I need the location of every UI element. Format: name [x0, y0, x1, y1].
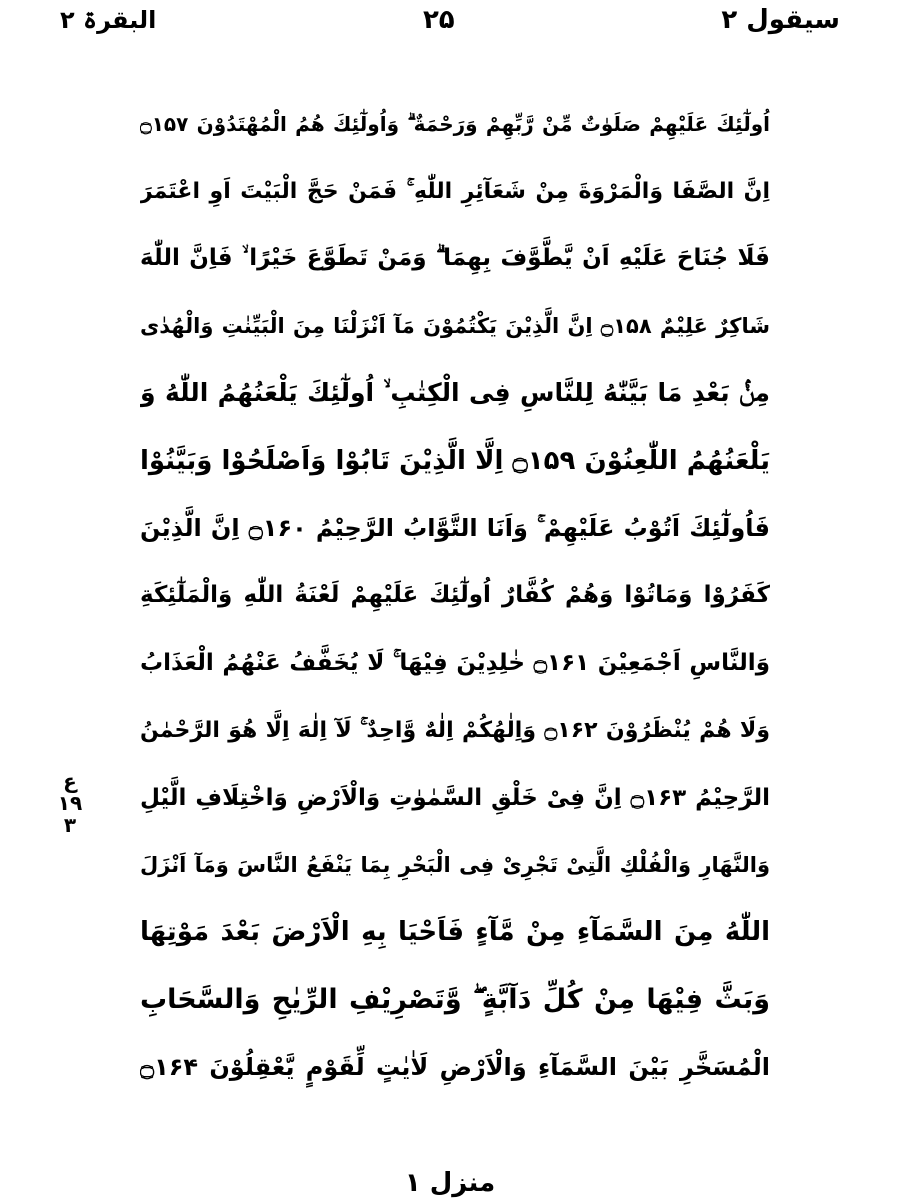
- verse-line: فَلَا جُنَاحَ عَلَيْهِ اَنْ يَّطَّوَّفَ بِهِمَا ۗ وَمَنْ تَطَوَّعَ خَيْرًا ۙ فَاِنَّ اللّٰهَ: [140, 245, 770, 272]
- verse-line: وَلَا هُمْ يُنْظَرُوْنَ ۝۱۶۲ وَاِلٰهُكُمْ اِلٰهٌ وَّاحِدٌ ۚ لَآ اِلٰهَ اِلَّا هُوَ الرَّحْمٰنُ: [140, 717, 770, 743]
- page-header: [60, 2, 840, 38]
- manzil-footer: منزل ۱: [404, 1168, 496, 1198]
- ruku-marker: ع ۱۹ ۳: [57, 769, 83, 837]
- verse-line: شَاكِرٌ عَلِيْمٌ ۝۱۵۸ اِنَّ الَّذِيْنَ يَكْتُمُوْنَ مَآ اَنْزَلْنَا مِنَ الْبَيِّنٰتِ وَالْهُدٰى: [140, 313, 770, 338]
- verse-line: اللّٰهُ مِنَ السَّمَآءِ مِنْ مَّآءٍ فَاَحْيَا بِهِ الْاَرْضَ بَعْدَ مَوْتِهَا: [140, 917, 770, 948]
- verse-line: كَفَرُوْا وَمَاتُوْا وَهُمْ كُفَّارٌ اُولٰٓئِكَ عَلَيْهِمْ لَعْنَةُ اللّٰهِ وَالْمَلٰٓئِكَةِ: [140, 582, 770, 609]
- verse-line: وَالنَّاسِ اَجْمَعِيْنَ ۝۱۶۱ خٰلِدِيْنَ فِيْهَا ۚ لَا يُخَفَّفُ عَنْهُمُ الْعَذَابُ: [140, 649, 770, 676]
- verse-line: وَبَثَّ فِيْهَا مِنْ كُلِّ دَآبَّةٍ ۖ وَّتَصْرِيْفِ الرِّيٰحِ وَالسَّحَابِ: [140, 983, 770, 1015]
- verse-line: يَلْعَنُهُمُ اللّٰعِنُوْنَ ۝۱۵۹ اِلَّا الَّذِيْنَ تَابُوْا وَاَصْلَحُوْا وَبَيَّنُوْا: [140, 445, 770, 476]
- page-number: ۲۵: [422, 5, 455, 35]
- verse-line: اِنَّ الصَّفَا وَالْمَرْوَةَ مِنْ شَعَآئِرِ اللّٰهِ ۚ فَمَنْ حَجَّ الْبَيْتَ اَوِ اعْتَمَرَ: [140, 178, 770, 204]
- verse-line: اُولٰٓئِكَ عَلَيْهِمْ صَلَوٰتٌ مِّنْ رَّبِّهِمْ وَرَحْمَةٌ ۗ وَاُولٰٓئِكَ هُمُ الْمُهْتَدُوْنَ ۝۱۵۷: [140, 111, 770, 136]
- verse-line: مِنْۢ بَعْدِ مَا بَيَّنّٰهُ لِلنَّاسِ فِى الْكِتٰبِ ۙ اُولٰٓئِكَ يَلْعَنُهُمُ اللّٰهُ وَ: [140, 378, 770, 408]
- verse-line: الرَّحِيْمُ ۝۱۶۳ اِنَّ فِىْ خَلْقِ السَّمٰوٰتِ وَالْاَرْضِ وَاخْتِلَافِ الَّيْلِ: [140, 784, 770, 811]
- surah-title: البقرۃ ۲: [60, 6, 157, 34]
- verses-block: [140, 90, 770, 1101]
- verse-line: الْمُسَخَّرِ بَيْنَ السَّمَآءِ وَالْاَرْضِ لَاٰيٰتٍ لِّقَوْمٍ يَّعْقِلُوْنَ ۝۱۶۴: [140, 1053, 770, 1082]
- juz-title: سیقول ۲: [721, 5, 840, 35]
- verse-line: فَاُولٰٓئِكَ اَتُوْبُ عَلَيْهِمْ ۚ وَاَنَا التَّوَّابُ الرَّحِيْمُ ۝۱۶۰ اِنَّ الَّذِيْنَ: [140, 514, 770, 543]
- verse-line: وَالنَّهَارِ وَالْفُلْكِ الَّتِىْ تَجْرِىْ فِى الْبَحْرِ بِمَا يَنْفَعُ النَّاسَ وَمَآ اَنْزَلَ: [140, 852, 770, 877]
